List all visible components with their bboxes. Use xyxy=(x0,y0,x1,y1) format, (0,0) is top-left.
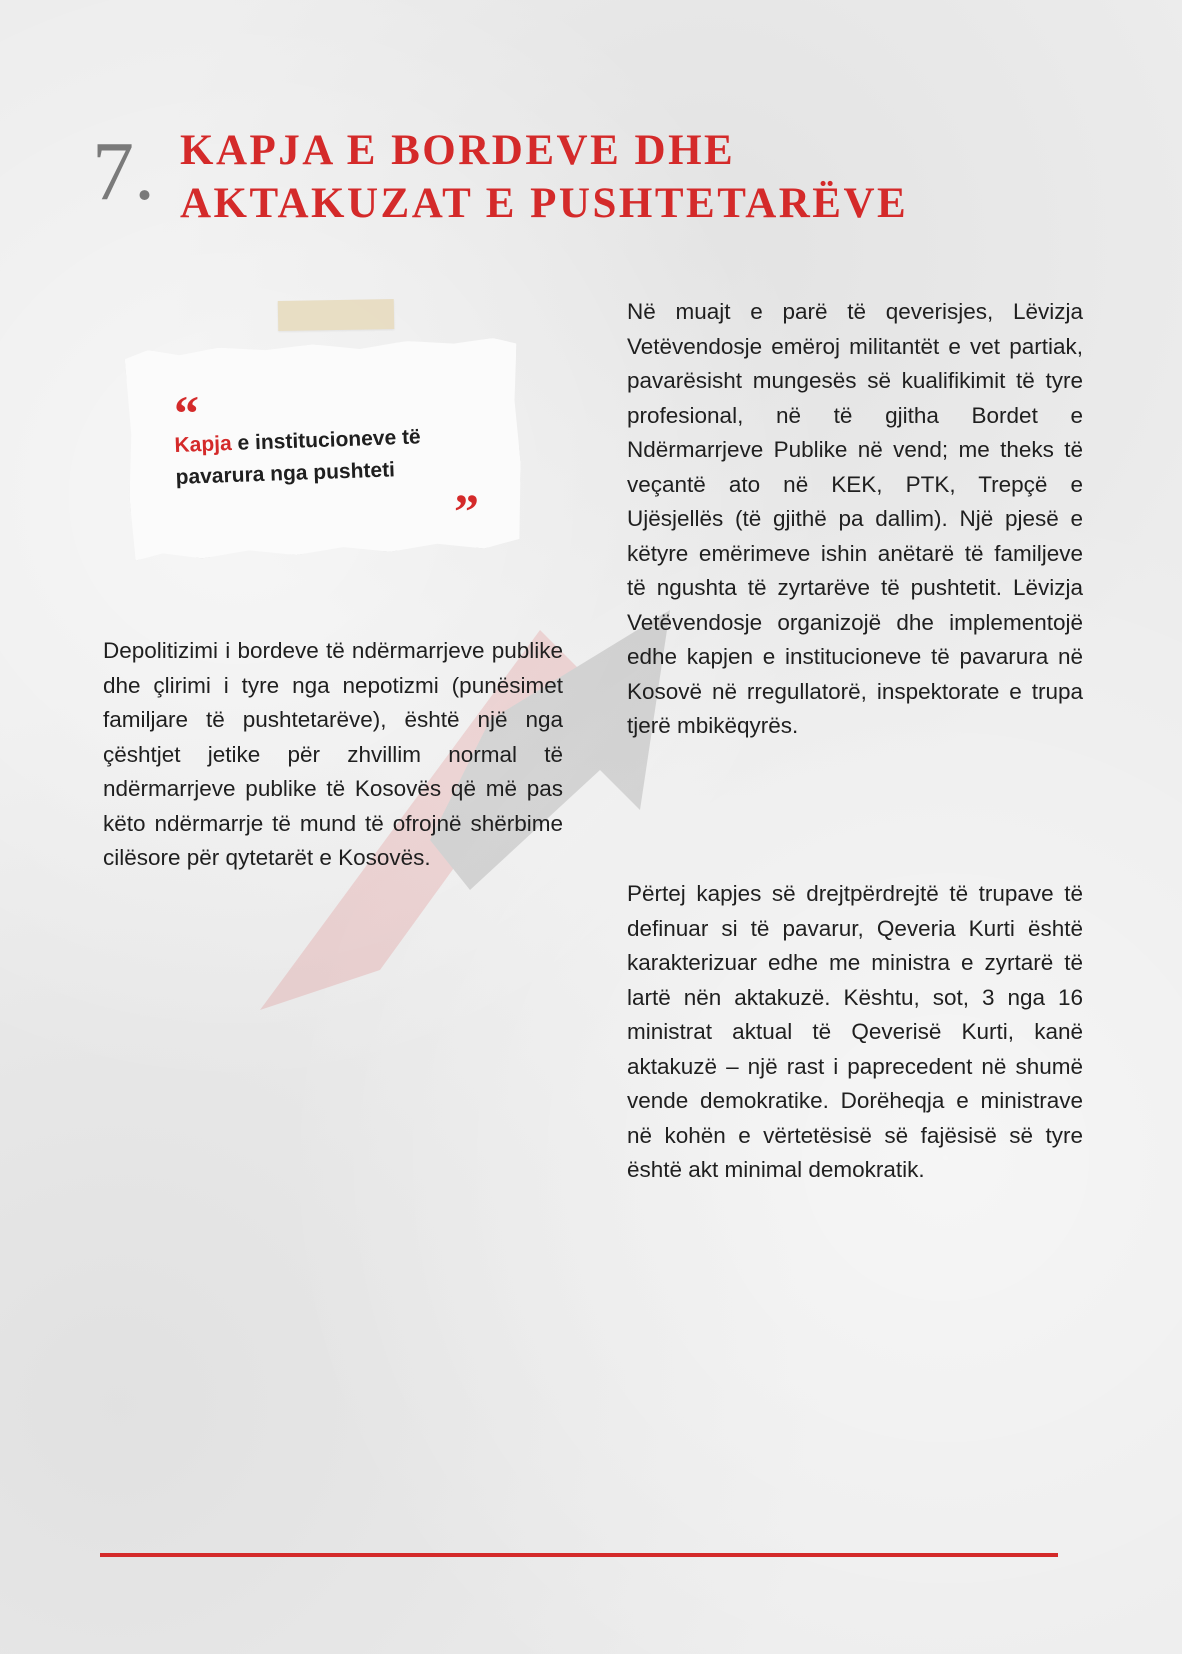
tape-strip xyxy=(278,299,395,331)
pull-quote-body: e institucioneve të pavarura nga pushteti xyxy=(175,425,422,489)
right-column-paragraph-1: Në muajt e parë të qeverisjes, Lëvizja Vetëvendosje emëroj militantët e vet partiak, pavarësisht mungesës së kualifikimit të tyre profesional, në të gjitha Bordet e Ndërmarrjeve Publike në vend; me theks të veçantë ato në KEK, PTK, Trepçë e Ujësjellës (të gjithë pa dallim). Një pjesë e këtyre emërimeve ishin anëtarë të familjeve të ngushta të zyrtarëve të pushtetit. Lëvizja Vetëvendosje organizojë dhe implementojë edhe kapjen e institucioneve të pavarura në Kosovë në rregullatorë, inspektorate e trupa tjerë mbikëqyrës. xyxy=(627,299,1083,738)
section-title xyxy=(180,124,908,230)
section-number: 7. xyxy=(92,125,155,218)
close-quote-icon: ” xyxy=(454,483,479,539)
pull-quote xyxy=(120,292,540,592)
section-title-line-2: AKTAKUZAT E PUSHTETARËVE xyxy=(180,180,909,227)
bottom-divider xyxy=(100,1553,1058,1557)
open-quote-icon: “ xyxy=(174,385,199,441)
section-title-line-1: KAPJA E BORDEVE DHE xyxy=(180,127,736,174)
right-column-paragraph-2: Përtej kapjes së drejtpërdrejtë të trupave të definuar si të pavarur, Qeveria Kurti është karakterizuar edhe me ministra e zyrtarë të lartë nën aktakuzë. Kështu, sot, 3 nga 16 ministrat aktual të Qeverisë Kurti, kanë aktakuzë – një rast i paprecedent në shumë vende demokratike. Dorëheqja e ministrave në kohën e vërtetësisë së fajësisë së tyre është akt minimal demokratik. xyxy=(627,881,1083,1182)
pull-quote-highlight: Kapja xyxy=(174,432,233,457)
section-heading xyxy=(92,118,1092,238)
left-column-paragraph: Depolitizimi i bordeve të ndërmarrjeve publike dhe çlirimi i tyre nga nepotizmi (punësimet familjare të pushtetarëve), është një nga çështjet jetike për zhvillim normal të ndërmarrjeve publike të Kosovës që më pas këto ndërmarrje të mund të ofrojnë shërbime cilësore për qytetarët e Kosovës. xyxy=(103,638,563,870)
